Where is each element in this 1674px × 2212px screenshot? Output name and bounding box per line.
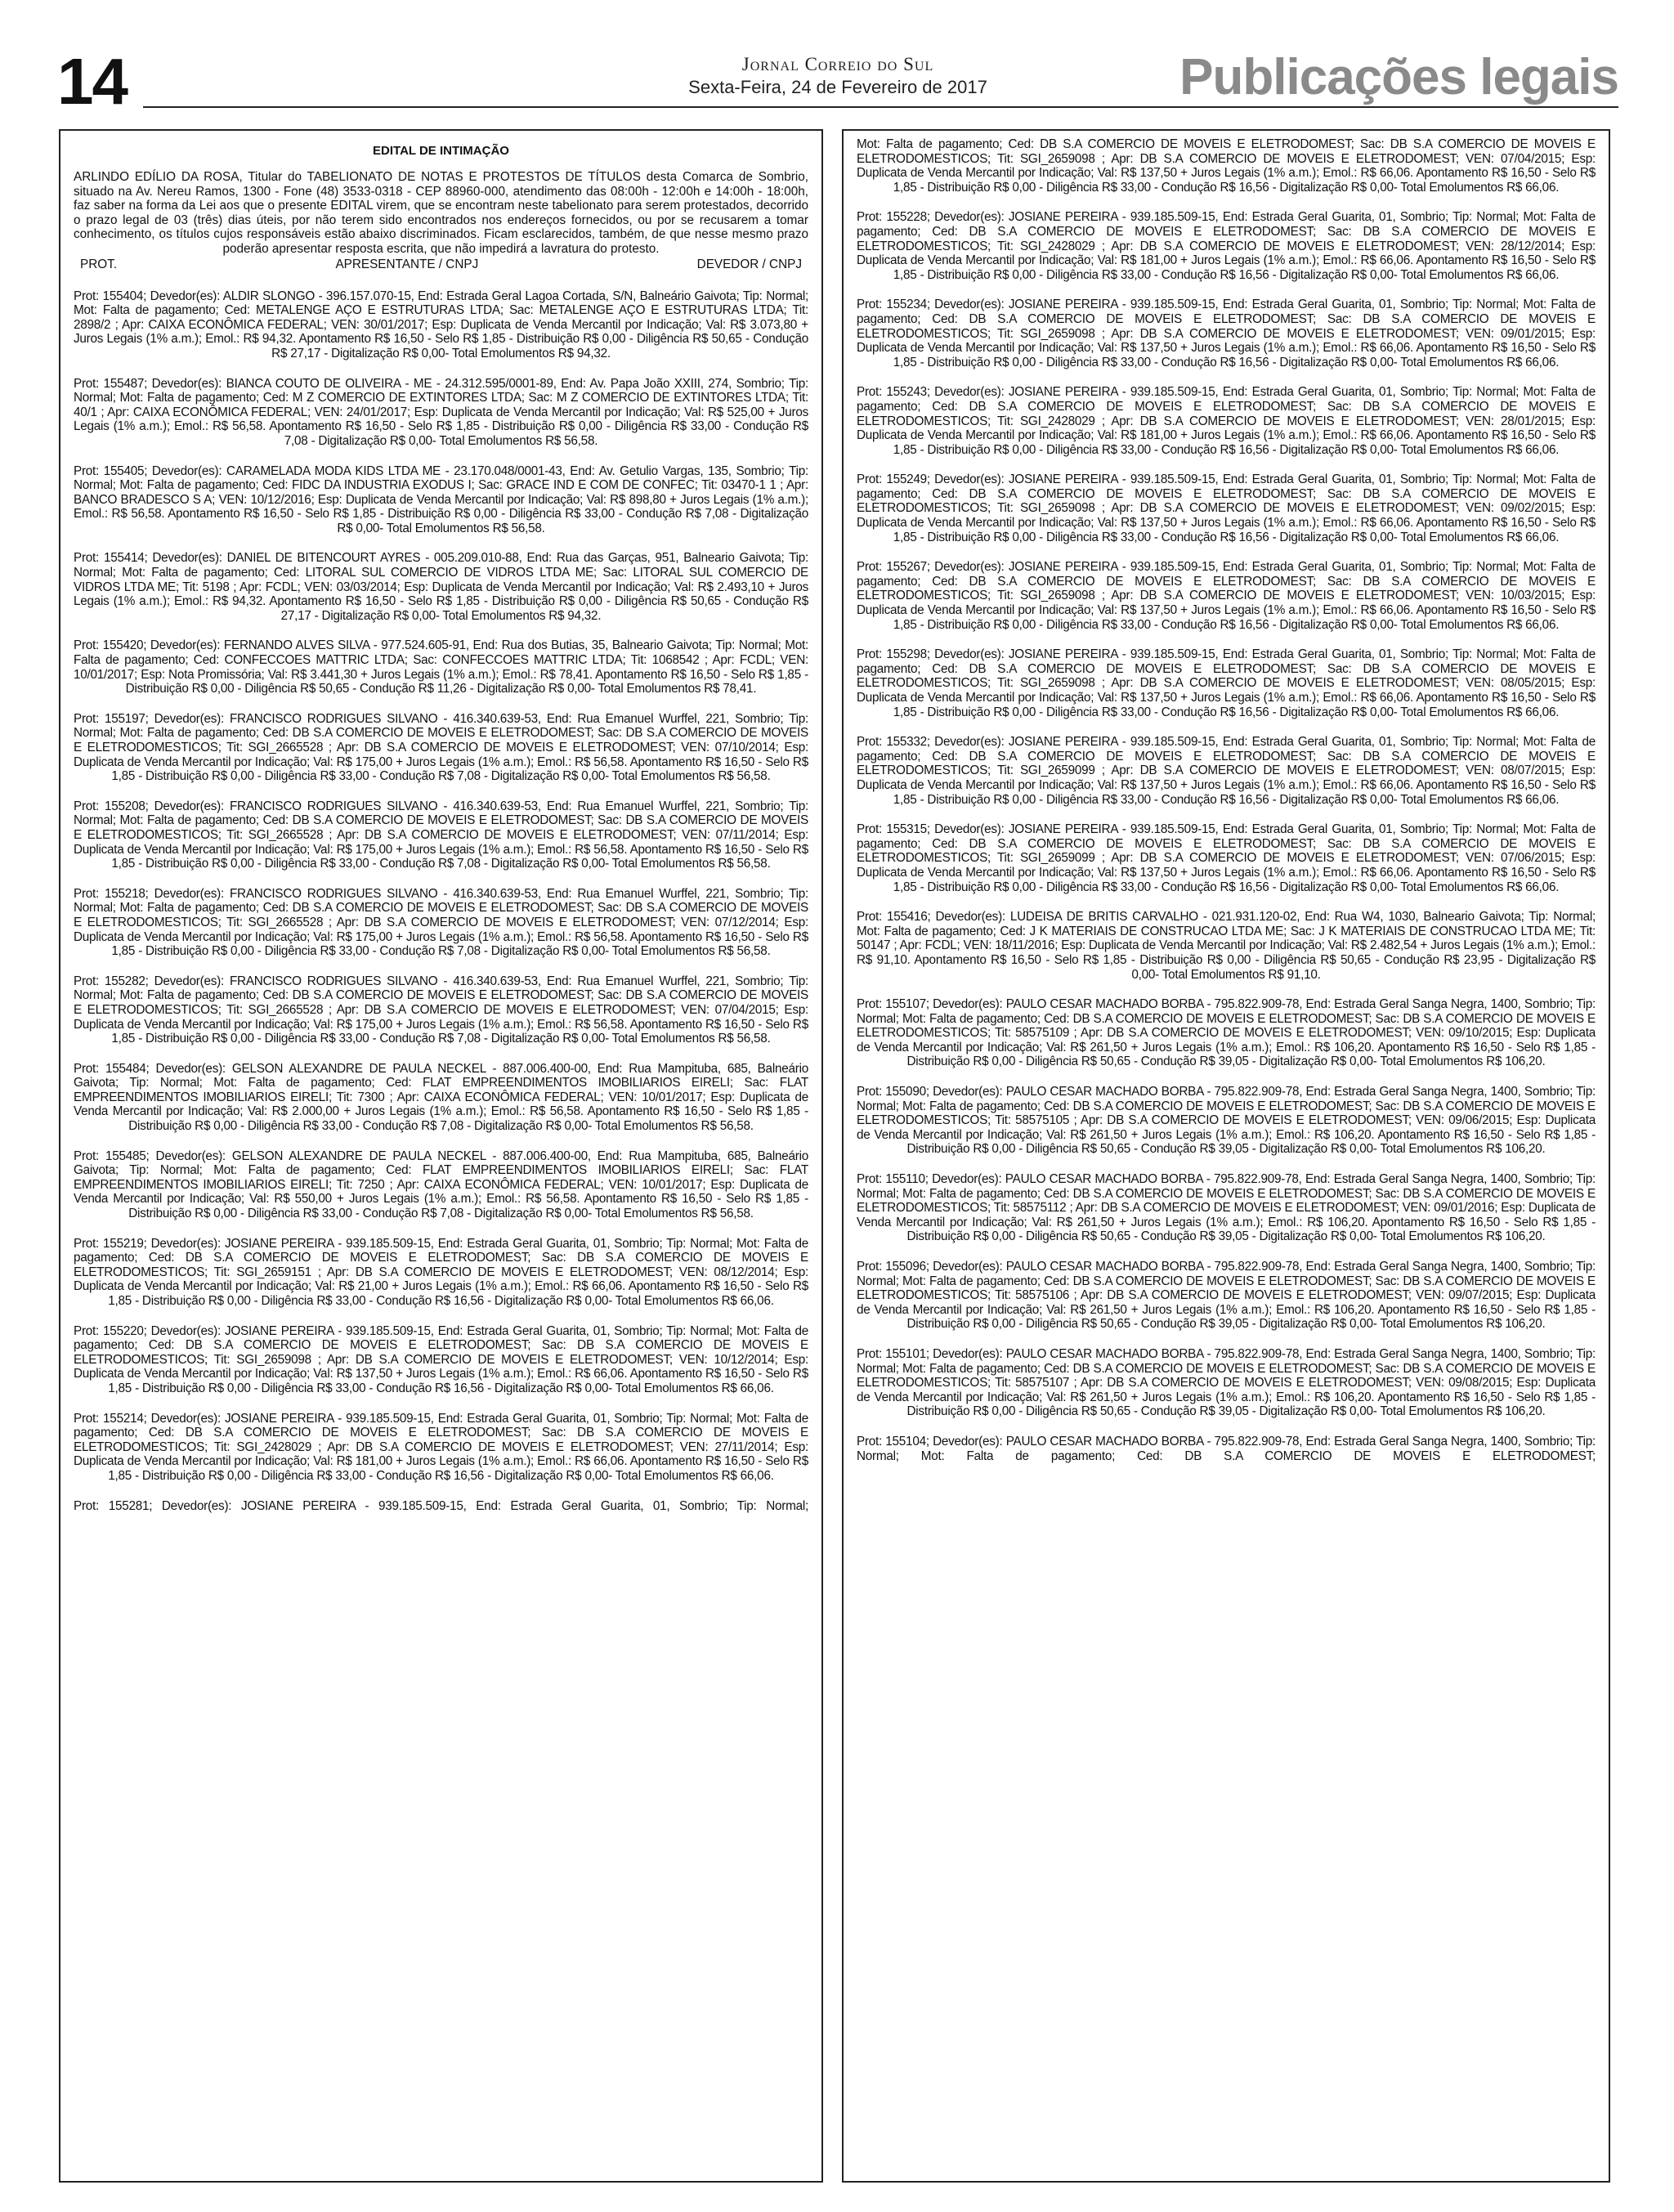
protest-entry: Prot: 155101; Devedor(es): PAULO CESAR MACHADO BORBA - 795.822.909-78, End: Estrada Geral Sanga Negra, 1400, Sombrio; Tip: Normal; Mot: Falta de pagamento; Ced: DB S.A COMERCIO DE MOVEIS E ELETRODOMEST; Sac: DB S.A COMERCIO DE MOVEIS E ELETRODOMESTICOS; Tit: 58575107 ; Apr: DB S.A COMERCIO DE MOVEIS E ELETRODOMEST; VEN: 09/08/2015; Esp: Duplicata de Venda Mercantil por Indicação; Val: R$ 261,50 + Juros Legais (1% a.m.); Emol.: R$ 106,20. Apontamento R$ 16,50 - Selo R$ 1,85 - Distribuição R$ 0,00 - Diligência R$ 50,65 - Condução R$ 39,05 - Digitalização R$ 0,00- Total Emolumentos R$ 106,20. — [857, 1346, 1596, 1419]
edital-intro: ARLINDO EDÍLIO DA ROSA, Titular do TABELIONATO DE NOTAS E PROTESTOS DE TÍTULOS desta Comarca de Sombrio, situado na Av. Nereu Ramos, 1300 - Fone (48) 3533-0318 - CEP 88960-000, atendimento das 08:00h - 12:00h e 14:00h - 18:00h, faz saber na forma da Lei aos que o presente EDITAL virem, que se encontram neste tabelionato para serem protestados, decorrido o prazo legal de 03 (três) dias úteis, por não terem sido encontrados nos endereços fornecidos, ou por se recusarem a tomar conhecimento, os títulos cujos responsáveis estão abaixo discriminados. Ficam esclarecidos, também, de que nesse mesmo prazo poderão apresentar resposta escrita, que não impedirá a lavratura do protesto. — [74, 170, 808, 256]
protest-entry: Prot: 155298; Devedor(es): JOSIANE PEREIRA - 939.185.509-15, End: Estrada Geral Guarita, 01, Sombrio; Tip: Normal; Mot: Falta de pagamento; Ced: DB S.A COMERCIO DE MOVEIS E ELETRODOMEST; Sac: DB S.A COMERCIO DE MOVEIS E ELETRODOMESTICOS; Tit: SGI_2659098 ; Apr: DB S.A COMERCIO DE MOVEIS E ELETRODOMEST; VEN: 08/05/2015; Esp: Duplicata de Venda Mercantil por Indicação; Val: R$ 137,50 + Juros Legais (1% a.m.); Emol.: R$ 66,06. Apontamento R$ 16,50 - Selo R$ 1,85 - Distribuição R$ 0,00 - Diligência R$ 33,00 - Condução R$ 16,56 - Digitalização R$ 0,00- Total Emolumentos R$ 66,06. — [857, 647, 1596, 719]
protest-entry: Prot: 155096; Devedor(es): PAULO CESAR MACHADO BORBA - 795.822.909-78, End: Estrada Geral Sanga Negra, 1400, Sombrio; Tip: Normal; Mot: Falta de pagamento; Ced: DB S.A COMERCIO DE MOVEIS E ELETRODOMEST; Sac: DB S.A COMERCIO DE MOVEIS E ELETRODOMESTICOS; Tit: 58575106 ; Apr: DB S.A COMERCIO DE MOVEIS E ELETRODOMEST; VEN: 09/07/2015; Esp: Duplicata de Venda Mercantil por Indicação; Val: R$ 261,50 + Juros Legais (1% a.m.); Emol.: R$ 106,20. Apontamento R$ 16,50 - Selo R$ 1,85 - Distribuição R$ 0,00 - Diligência R$ 50,65 - Condução R$ 39,05 - Digitalização R$ 0,00- Total Emolumentos R$ 106,20. — [857, 1260, 1596, 1332]
protest-entry: Prot: 155267; Devedor(es): JOSIANE PEREIRA - 939.185.509-15, End: Estrada Geral Guarita, 01, Sombrio; Tip: Normal; Mot: Falta de pagamento; Ced: DB S.A COMERCIO DE MOVEIS E ELETRODOMEST; Sac: DB S.A COMERCIO DE MOVEIS E ELETRODOMESTICOS; Tit: SGI_2659098 ; Apr: DB S.A COMERCIO DE MOVEIS E ELETRODOMEST; VEN: 10/03/2015; Esp: Duplicata de Venda Mercantil por Indicação; Val: R$ 137,50 + Juros Legais (1% a.m.); Emol.: R$ 66,06. Apontamento R$ 16,50 - Selo R$ 1,85 - Distribuição R$ 0,00 - Diligência R$ 33,00 - Condução R$ 16,56 - Digitalização R$ 0,00- Total Emolumentos R$ 66,06. — [857, 560, 1596, 632]
protest-entry-continued: Prot: 155104; Devedor(es): PAULO CESAR MACHADO BORBA - 795.822.909-78, End: Estrada Geral Sanga Negra, 1400, Sombrio; Tip: Normal; Mot: Falta de pagamento; Ced: DB S.A COMERCIO DE MOVEIS E ELETRODOMEST; — [857, 1434, 1596, 1463]
protest-entry: Prot: 155243; Devedor(es): JOSIANE PEREIRA - 939.185.509-15, End: Estrada Geral Guarita, 01, Sombrio; Tip: Normal; Mot: Falta de pagamento; Ced: DB S.A COMERCIO DE MOVEIS E ELETRODOMEST; Sac: DB S.A COMERCIO DE MOVEIS E ELETRODOMESTICOS; Tit: SGI_2428029 ; Apr: DB S.A COMERCIO DE MOVEIS E ELETRODOMEST; VEN: 28/01/2015; Esp: Duplicata de Venda Mercantil por Indicação; Val: R$ 181,00 + Juros Legais (1% a.m.); Emol.: R$ 66,06. Apontamento R$ 16,50 - Selo R$ 1,85 - Distribuição R$ 0,00 - Diligência R$ 33,00 - Condução R$ 16,56 - Digitalização R$ 0,00- Total Emolumentos R$ 66,06. — [857, 385, 1596, 457]
protest-entry-continuation: Mot: Falta de pagamento; Ced: DB S.A COMERCIO DE MOVEIS E ELETRODOMEST; Sac: DB S.A COMERCIO DE MOVEIS E ELETRODOMESTICOS; Tit: SGI_2659098 ; Apr: DB S.A COMERCIO DE MOVEIS E ELETRODOMEST; VEN: 07/04/2015; Esp: Duplicata de Venda Mercantil por Indicação; Val: R$ 137,50 + Juros Legais (1% a.m.); Emol.: R$ 66,06. Apontamento R$ 16,50 - Selo R$ 1,85 - Distribuição R$ 0,00 - Diligência R$ 33,00 - Condução R$ 16,56 - Digitalização R$ 0,00- Total Emolumentos R$ 66,06. — [857, 137, 1596, 195]
protest-entry: Prot: 155249; Devedor(es): JOSIANE PEREIRA - 939.185.509-15, End: Estrada Geral Guarita, 01, Sombrio; Tip: Normal; Mot: Falta de pagamento; Ced: DB S.A COMERCIO DE MOVEIS E ELETRODOMEST; Sac: DB S.A COMERCIO DE MOVEIS E ELETRODOMESTICOS; Tit: SGI_2659098 ; Apr: DB S.A COMERCIO DE MOVEIS E ELETRODOMEST; VEN: 09/02/2015; Esp: Duplicata de Venda Mercantil por Indicação; Val: R$ 137,50 + Juros Legais (1% a.m.); Emol.: R$ 66,06. Apontamento R$ 16,50 - Selo R$ 1,85 - Distribuição R$ 0,00 - Diligência R$ 33,00 - Condução R$ 16,56 - Digitalização R$ 0,00- Total Emolumentos R$ 66,06. — [857, 472, 1596, 544]
issue-date: Sexta-Feira, 24 de Fevereiro de 2017 — [688, 77, 987, 97]
newspaper-name: Jornal Correio do Sul — [741, 54, 934, 74]
header-rule — [143, 106, 1618, 108]
protest-entry: Prot: 155485; Devedor(es): GELSON ALEXANDRE DE PAULA NECKEL - 887.006.400-00, End: Rua Mampituba, 685, Balneário Gaivota; Tip: Normal; Mot: Falta de pagamento; Ced: FLAT EMPREENDIMENTOS IMOBILIARIOS EIRELI; Sac: FLAT EMPREENDIMENTOS IMOBILIARIOS EIRELI; Tit: 7250 ; Apr: CAIXA ECONÔMICA FEDERAL; VEN: 10/01/2017; Esp: Duplicata de Venda Mercantil por Indicação; Val: R$ 550,00 + Juros Legais (1% a.m.); Emol.: R$ 56,58. Apontamento R$ 16,50 - Selo R$ 1,85 - Distribuição R$ 0,00 - Diligência R$ 33,00 - Condução R$ 7,08 - Digitalização R$ 0,00- Total Emolumentos R$ 56,58. — [74, 1149, 808, 1221]
protest-entry: Prot: 155404; Devedor(es): ALDIR SLONGO - 396.157.070-15, End: Estrada Geral Lagoa Cortada, S/N, Balneário Gaivota; Tip: Normal; Mot: Falta de pagamento; Ced: METALENGE AÇO E ESTRUTURAS LTDA; Sac: METALENGE AÇO E ESTRUTURAS LTDA; Tit: 2898/2 ; Apr: CAIXA ECONÔMICA FEDERAL; VEN: 30/01/2017; Esp: Duplicata de Venda Mercantil por Indicação; Val: R$ 3.073,80 + Juros Legais (1% a.m.); Emol.: R$ 94,32. Apontamento R$ 16,50 - Selo R$ 1,85 - Distribuição R$ 0,00 - Diligência R$ 50,65 - Condução R$ 27,17 - Digitalização R$ 0,00- Total Emolumentos R$ 94,32. — [74, 289, 808, 360]
protest-entry: Prot: 155420; Devedor(es): FERNANDO ALVES SILVA - 977.524.605-91, End: Rua dos Butias, 35, Balneario Gaivota; Tip: Normal; Mot: Falta de pagamento; Ced: CONFECCOES MATTRIC LTDA; Sac: CONFECCOES MATTRIC LTDA; Tit: 1068542 ; Apr: FCDL; VEN: 10/01/2017; Esp: Nota Promissória; Val: R$ 3.441,30 + Juros Legais (1% a.m.); Emol.: R$ 78,41. Apontamento R$ 16,50 - Selo R$ 1,85 - Distribuição R$ 0,00 - Diligência R$ 50,65 - Condução R$ 11,26 - Digitalização R$ 0,00- Total Emolumentos R$ 78,41. — [74, 638, 808, 696]
protest-entry: Prot: 155090; Devedor(es): PAULO CESAR MACHADO BORBA - 795.822.909-78, End: Estrada Geral Sanga Negra, 1400, Sombrio; Tip: Normal; Mot: Falta de pagamento; Ced: DB S.A COMERCIO DE MOVEIS E ELETRODOMEST; Sac: DB S.A COMERCIO DE MOVEIS E ELETRODOMESTICOS; Tit: 58575105 ; Apr: DB S.A COMERCIO DE MOVEIS E ELETRODOMEST; VEN: 09/06/2015; Esp: Duplicata de Venda Mercantil por Indicação; Val: R$ 261,50 + Juros Legais (1% a.m.); Emol.: R$ 106,20. Apontamento R$ 16,50 - Selo R$ 1,85 - Distribuição R$ 0,00 - Diligência R$ 50,65 - Condução R$ 39,05 - Digitalização R$ 0,00- Total Emolumentos R$ 106,20. — [857, 1085, 1596, 1157]
heading-prot: PROT. — [80, 257, 118, 271]
protest-entry-continued: Prot: 155281; Devedor(es): JOSIANE PEREIRA - 939.185.509-15, End: Estrada Geral Guarita, 01, Sombrio; Tip: Normal; — [74, 1498, 808, 1513]
protest-entry: Prot: 155208; Devedor(es): FRANCISCO RODRIGUES SILVANO - 416.340.639-53, End: Rua Emanuel Wurffel, 221, Sombrio; Tip: Normal; Mot: Falta de pagamento; Ced: DB S.A COMERCIO DE MOVEIS E ELETRODOMEST; Sac: DB S.A COMERCIO DE MOVEIS E ELETRODOMESTICOS; Tit: SGI_2665528 ; Apr: DB S.A COMERCIO DE MOVEIS E ELETRODOMEST; VEN: 07/11/2014; Esp: Duplicata de Venda Mercantil por Indicação; Val: R$ 175,00 + Juros Legais (1% a.m.); Emol.: R$ 56,58. Apontamento R$ 16,50 - Selo R$ 1,85 - Distribuição R$ 0,00 - Diligência R$ 33,00 - Condução R$ 7,08 - Digitalização R$ 0,00- Total Emolumentos R$ 56,58. — [74, 799, 808, 871]
heading-apresentante: APRESENTANTE / CNPJ — [335, 257, 479, 271]
protest-entry: Prot: 155487; Devedor(es): BIANCA COUTO DE OLIVEIRA - ME - 24.312.595/0001-89, End: Av. Papa João XXIII, 274, Sombrio; Tip: Normal; Mot: Falta de pagamento; Ced: M Z COMERCIO DE EXTINTORES LTDA; Sac: M Z COMERCIO DE EXTINTORES LTDA; Tit: 40/1 ; Apr: CAIXA ECONÔMICA FEDERAL; VEN: 24/01/2017; Esp: Duplicata de Venda Mercantil por Indicação; Val: R$ 525,00 + Juros Legais (1% a.m.); Emol.: R$ 56,58. Apontamento R$ 16,50 - Selo R$ 1,85 - Distribuição R$ 0,00 - Diligência R$ 33,00 - Condução R$ 7,08 - Digitalização R$ 0,00- Total Emolumentos R$ 56,58. — [74, 376, 808, 448]
protest-entry: Prot: 155219; Devedor(es): JOSIANE PEREIRA - 939.185.509-15, End: Estrada Geral Guarita, 01, Sombrio; Tip: Normal; Mot: Falta de pagamento; Ced: DB S.A COMERCIO DE MOVEIS E ELETRODOMEST; Sac: DB S.A COMERCIO DE MOVEIS E ELETRODOMESTICOS; Tit: SGI_2659151 ; Apr: DB S.A COMERCIO DE MOVEIS E ELETRODOMEST; VEN: 08/12/2014; Esp: Duplicata de Venda Mercantil por Indicação; Val: R$ 21,00 + Juros Legais (1% a.m.); Emol.: R$ 66,06. Apontamento R$ 16,50 - Selo R$ 1,85 - Distribuição R$ 0,00 - Diligência R$ 33,00 - Condução R$ 16,56 - Digitalização R$ 0,00- Total Emolumentos R$ 66,06. — [74, 1236, 808, 1308]
protest-entry: Prot: 155332; Devedor(es): JOSIANE PEREIRA - 939.185.509-15, End: Estrada Geral Guarita, 01, Sombrio; Tip: Normal; Mot: Falta de pagamento; Ced: DB S.A COMERCIO DE MOVEIS E ELETRODOMEST; Sac: DB S.A COMERCIO DE MOVEIS E ELETRODOMESTICOS; Tit: SGI_2659099 ; Apr: DB S.A COMERCIO DE MOVEIS E ELETRODOMEST; VEN: 08/07/2015; Esp: Duplicata de Venda Mercantil por Indicação; Val: R$ 137,50 + Juros Legais (1% a.m.); Emol.: R$ 66,06. Apontamento R$ 16,50 - Selo R$ 1,85 - Distribuição R$ 0,00 - Diligência R$ 33,00 - Condução R$ 16,56 - Digitalização R$ 0,00- Total Emolumentos R$ 66,06. — [857, 735, 1596, 807]
protest-entry: Prot: 155416; Devedor(es): LUDEISA DE BRITIS CARVALHO - 021.931.120-02, End: Rua W4, 1030, Balneario Gaivota; Tip: Normal; Mot: Falta de pagamento; Ced: J K MATERIAIS DE CONSTRUCAO LTDA ME; Sac: J K MATERIAIS DE CONSTRUCAO LTDA ME; Tit: 50147 ; Apr: FCDL; VEN: 18/11/2016; Esp: Duplicata de Venda Mercantil por Indicação; Val: R$ 2.482,54 + Juros Legais (1% a.m.); Emol.: R$ 91,10. Apontamento R$ 16,50 - Selo R$ 1,85 - Distribuição R$ 0,00 - Diligência R$ 50,65 - Condução R$ 23,95 - Digitalização R$ 0,00- Total Emolumentos R$ 91,10. — [857, 910, 1596, 982]
edital-title: EDITAL DE INTIMAÇÃO — [373, 144, 509, 158]
protest-entry: Prot: 155218; Devedor(es): FRANCISCO RODRIGUES SILVANO - 416.340.639-53, End: Rua Emanuel Wurffel, 221, Sombrio; Tip: Normal; Mot: Falta de pagamento; Ced: DB S.A COMERCIO DE MOVEIS E ELETRODOMEST; Sac: DB S.A COMERCIO DE MOVEIS E ELETRODOMESTICOS; Tit: SGI_2665528 ; Apr: DB S.A COMERCIO DE MOVEIS E ELETRODOMEST; VEN: 07/12/2014; Esp: Duplicata de Venda Mercantil por Indicação; Val: R$ 175,00 + Juros Legais (1% a.m.); Emol.: R$ 56,58. Apontamento R$ 16,50 - Selo R$ 1,85 - Distribuição R$ 0,00 - Diligência R$ 33,00 - Condução R$ 7,08 - Digitalização R$ 0,00- Total Emolumentos R$ 56,58. — [74, 886, 808, 959]
protest-entry: Prot: 155414; Devedor(es): DANIEL DE BITENCOURT AYRES - 005.209.010-88, End: Rua das Garças, 951, Balneario Gaivota; Tip: Normal; Mot: Falta de pagamento; Ced: LITORAL SUL COMERCIO DE VIDROS LTDA ME; Sac: LITORAL SUL COMERCIO DE VIDROS LTDA ME; Tit: 5198 ; Apr: FCDL; VEN: 03/03/2014; Esp: Duplicata de Venda Mercantil por Indicação; Val: R$ 2.493,10 + Juros Legais (1% a.m.); Emol.: R$ 94,32. Apontamento R$ 16,50 - Selo R$ 1,85 - Distribuição R$ 0,00 - Diligência R$ 50,65 - Condução R$ 27,17 - Digitalização R$ 0,00- Total Emolumentos R$ 94,32. — [74, 551, 808, 623]
page-header — [57, 45, 1618, 118]
protest-entry: Prot: 155110; Devedor(es): PAULO CESAR MACHADO BORBA - 795.822.909-78, End: Estrada Geral Sanga Negra, 1400, Sombrio; Tip: Normal; Mot: Falta de pagamento; Ced: DB S.A COMERCIO DE MOVEIS E ELETRODOMEST; Sac: DB S.A COMERCIO DE MOVEIS E ELETRODOMESTICOS; Tit: 58575112 ; Apr: DB S.A COMERCIO DE MOVEIS E ELETRODOMEST; VEN: 09/01/2016; Esp: Duplicata de Venda Mercantil por Indicação; Val: R$ 261,50 + Juros Legais (1% a.m.); Emol.: R$ 106,20. Apontamento R$ 16,50 - Selo R$ 1,85 - Distribuição R$ 0,00 - Diligência R$ 50,65 - Condução R$ 39,05 - Digitalização R$ 0,00- Total Emolumentos R$ 106,20. — [857, 1172, 1596, 1244]
protest-entry: Prot: 155107; Devedor(es): PAULO CESAR MACHADO BORBA - 795.822.909-78, End: Estrada Geral Sanga Negra, 1400, Sombrio; Tip: Normal; Mot: Falta de pagamento; Ced: DB S.A COMERCIO DE MOVEIS E ELETRODOMEST; Sac: DB S.A COMERCIO DE MOVEIS E ELETRODOMESTICOS; Tit: 58575109 ; Apr: DB S.A COMERCIO DE MOVEIS E ELETRODOMEST; VEN: 09/10/2015; Esp: Duplicata de Venda Mercantil por Indicação; Val: R$ 261,50 + Juros Legais (1% a.m.); Emol.: R$ 106,20. Apontamento R$ 16,50 - Selo R$ 1,85 - Distribuição R$ 0,00 - Diligência R$ 50,65 - Condução R$ 39,05 - Digitalização R$ 0,00- Total Emolumentos R$ 106,20. — [857, 997, 1596, 1069]
left-column — [59, 129, 823, 2183]
right-column — [842, 129, 1610, 2183]
protest-entry: Prot: 155282; Devedor(es): FRANCISCO RODRIGUES SILVANO - 416.340.639-53, End: Rua Emanuel Wurffel, 221, Sombrio; Tip: Normal; Mot: Falta de pagamento; Ced: DB S.A COMERCIO DE MOVEIS E ELETRODOMEST; Sac: DB S.A COMERCIO DE MOVEIS E ELETRODOMESTICOS; Tit: SGI_2665528 ; Apr: DB S.A COMERCIO DE MOVEIS E ELETRODOMEST; VEN: 07/04/2015; Esp: Duplicata de Venda Mercantil por Indicação; Val: R$ 175,00 + Juros Legais (1% a.m.); Emol.: R$ 56,58. Apontamento R$ 16,50 - Selo R$ 1,85 - Distribuição R$ 0,00 - Diligência R$ 33,00 - Condução R$ 7,08 - Digitalização R$ 0,00- Total Emolumentos R$ 56,58. — [74, 974, 808, 1046]
protest-entry: Prot: 155315; Devedor(es): JOSIANE PEREIRA - 939.185.509-15, End: Estrada Geral Guarita, 01, Sombrio; Tip: Normal; Mot: Falta de pagamento; Ced: DB S.A COMERCIO DE MOVEIS E ELETRODOMEST; Sac: DB S.A COMERCIO DE MOVEIS E ELETRODOMESTICOS; Tit: SGI_2659099 ; Apr: DB S.A COMERCIO DE MOVEIS E ELETRODOMEST; VEN: 07/06/2015; Esp: Duplicata de Venda Mercantil por Indicação; Val: R$ 137,50 + Juros Legais (1% a.m.); Emol.: R$ 66,06. Apontamento R$ 16,50 - Selo R$ 1,85 - Distribuição R$ 0,00 - Diligência R$ 33,00 - Condução R$ 16,56 - Digitalização R$ 0,00- Total Emolumentos R$ 66,06. — [857, 822, 1596, 894]
section-title: Publicações legais — [1179, 49, 1618, 105]
protest-entry: Prot: 155484; Devedor(es): GELSON ALEXANDRE DE PAULA NECKEL - 887.006.400-00, End: Rua Mampituba, 685, Balneário Gaivota; Tip: Normal; Mot: Falta de pagamento; Ced: FLAT EMPREENDIMENTOS IMOBILIARIOS EIRELI; Sac: FLAT EMPREENDIMENTOS IMOBILIARIOS EIRELI; Tit: 7300 ; Apr: CAIXA ECONÔMICA FEDERAL; VEN: 10/01/2017; Esp: Duplicata de Venda Mercantil por Indicação; Val: R$ 2.000,00 + Juros Legais (1% a.m.); Emol.: R$ 56,58. Apontamento R$ 16,50 - Selo R$ 1,85 - Distribuição R$ 0,00 - Diligência R$ 33,00 - Condução R$ 7,08 - Digitalização R$ 0,00- Total Emolumentos R$ 56,58. — [74, 1061, 808, 1134]
column-headings — [74, 257, 808, 272]
protest-entry: Prot: 155220; Devedor(es): JOSIANE PEREIRA - 939.185.509-15, End: Estrada Geral Guarita, 01, Sombrio; Tip: Normal; Mot: Falta de pagamento; Ced: DB S.A COMERCIO DE MOVEIS E ELETRODOMEST; Sac: DB S.A COMERCIO DE MOVEIS E ELETRODOMESTICOS; Tit: SGI_2659098 ; Apr: DB S.A COMERCIO DE MOVEIS E ELETRODOMEST; VEN: 10/12/2014; Esp: Duplicata de Venda Mercantil por Indicação; Val: R$ 137,50 + Juros Legais (1% a.m.); Emol.: R$ 66,06. Apontamento R$ 16,50 - Selo R$ 1,85 - Distribuição R$ 0,00 - Diligência R$ 33,00 - Condução R$ 16,56 - Digitalização R$ 0,00- Total Emolumentos R$ 66,06. — [74, 1323, 808, 1395]
protest-entry: Prot: 155234; Devedor(es): JOSIANE PEREIRA - 939.185.509-15, End: Estrada Geral Guarita, 01, Sombrio; Tip: Normal; Mot: Falta de pagamento; Ced: DB S.A COMERCIO DE MOVEIS E ELETRODOMEST; Sac: DB S.A COMERCIO DE MOVEIS E ELETRODOMESTICOS; Tit: SGI_2659098 ; Apr: DB S.A COMERCIO DE MOVEIS E ELETRODOMEST; VEN: 09/01/2015; Esp: Duplicata de Venda Mercantil por Indicação; Val: R$ 137,50 + Juros Legais (1% a.m.); Emol.: R$ 66,06. Apontamento R$ 16,50 - Selo R$ 1,85 - Distribuição R$ 0,00 - Diligência R$ 33,00 - Condução R$ 16,56 - Digitalização R$ 0,00- Total Emolumentos R$ 66,06. — [857, 298, 1596, 369]
protest-entry: Prot: 155197; Devedor(es): FRANCISCO RODRIGUES SILVANO - 416.340.639-53, End: Rua Emanuel Wurffel, 221, Sombrio; Tip: Normal; Mot: Falta de pagamento; Ced: DB S.A COMERCIO DE MOVEIS E ELETRODOMEST; Sac: DB S.A COMERCIO DE MOVEIS E ELETRODOMESTICOS; Tit: SGI_2665528 ; Apr: DB S.A COMERCIO DE MOVEIS E ELETRODOMEST; VEN: 07/10/2014; Esp: Duplicata de Venda Mercantil por Indicação; Val: R$ 175,00 + Juros Legais (1% a.m.); Emol.: R$ 56,58. Apontamento R$ 16,50 - Selo R$ 1,85 - Distribuição R$ 0,00 - Diligência R$ 33,00 - Condução R$ 7,08 - Digitalização R$ 0,00- Total Emolumentos R$ 56,58. — [74, 711, 808, 784]
heading-devedor: DEVEDOR / CNPJ — [696, 257, 802, 271]
protest-entry: Prot: 155214; Devedor(es): JOSIANE PEREIRA - 939.185.509-15, End: Estrada Geral Guarita, 01, Sombrio; Tip: Normal; Mot: Falta de pagamento; Ced: DB S.A COMERCIO DE MOVEIS E ELETRODOMEST; Sac: DB S.A COMERCIO DE MOVEIS E ELETRODOMESTICOS; Tit: SGI_2428029 ; Apr: DB S.A COMERCIO DE MOVEIS E ELETRODOMEST; VEN: 27/11/2014; Esp: Duplicata de Venda Mercantil por Indicação; Val: R$ 181,00 + Juros Legais (1% a.m.); Emol.: R$ 66,06. Apontamento R$ 16,50 - Selo R$ 1,85 - Distribuição R$ 0,00 - Diligência R$ 33,00 - Condução R$ 16,56 - Digitalização R$ 0,00- Total Emolumentos R$ 66,06. — [74, 1411, 808, 1483]
page-number: 14 — [57, 45, 127, 118]
protest-entry: Prot: 155405; Devedor(es): CARAMELADA MODA KIDS LTDA ME - 23.170.048/0001-43, End: Av. Getulio Vargas, 135, Sombrio; Tip: Normal; Mot: Falta de pagamento; Ced: FIDC DA INDUSTRIA EXODUS I; Sac: GRACE IND E COM DE CONFEC; Tit: 03470-1 1 ; Apr: BANCO BRADESCO S A; VEN: 10/12/2016; Esp: Duplicata de Venda Mercantil por Indicação; Val: R$ 898,80 + Juros Legais (1% a.m.); Emol.: R$ 56,58. Apontamento R$ 16,50 - Selo R$ 1,85 - Distribuição R$ 0,00 - Diligência R$ 33,00 - Condução R$ 7,08 - Digitalização R$ 0,00- Total Emolumentos R$ 56,58. — [74, 463, 808, 535]
protest-entry: Prot: 155228; Devedor(es): JOSIANE PEREIRA - 939.185.509-15, End: Estrada Geral Guarita, 01, Sombrio; Tip: Normal; Mot: Falta de pagamento; Ced: DB S.A COMERCIO DE MOVEIS E ELETRODOMEST; Sac: DB S.A COMERCIO DE MOVEIS E ELETRODOMESTICOS; Tit: SGI_2428029 ; Apr: DB S.A COMERCIO DE MOVEIS E ELETRODOMEST; VEN: 28/12/2014; Esp: Duplicata de Venda Mercantil por Indicação; Val: R$ 181,00 + Juros Legais (1% a.m.); Emol.: R$ 66,06. Apontamento R$ 16,50 - Selo R$ 1,85 - Distribuição R$ 0,00 - Diligência R$ 33,00 - Condução R$ 16,56 - Digitalização R$ 0,00- Total Emolumentos R$ 66,06. — [857, 210, 1596, 282]
